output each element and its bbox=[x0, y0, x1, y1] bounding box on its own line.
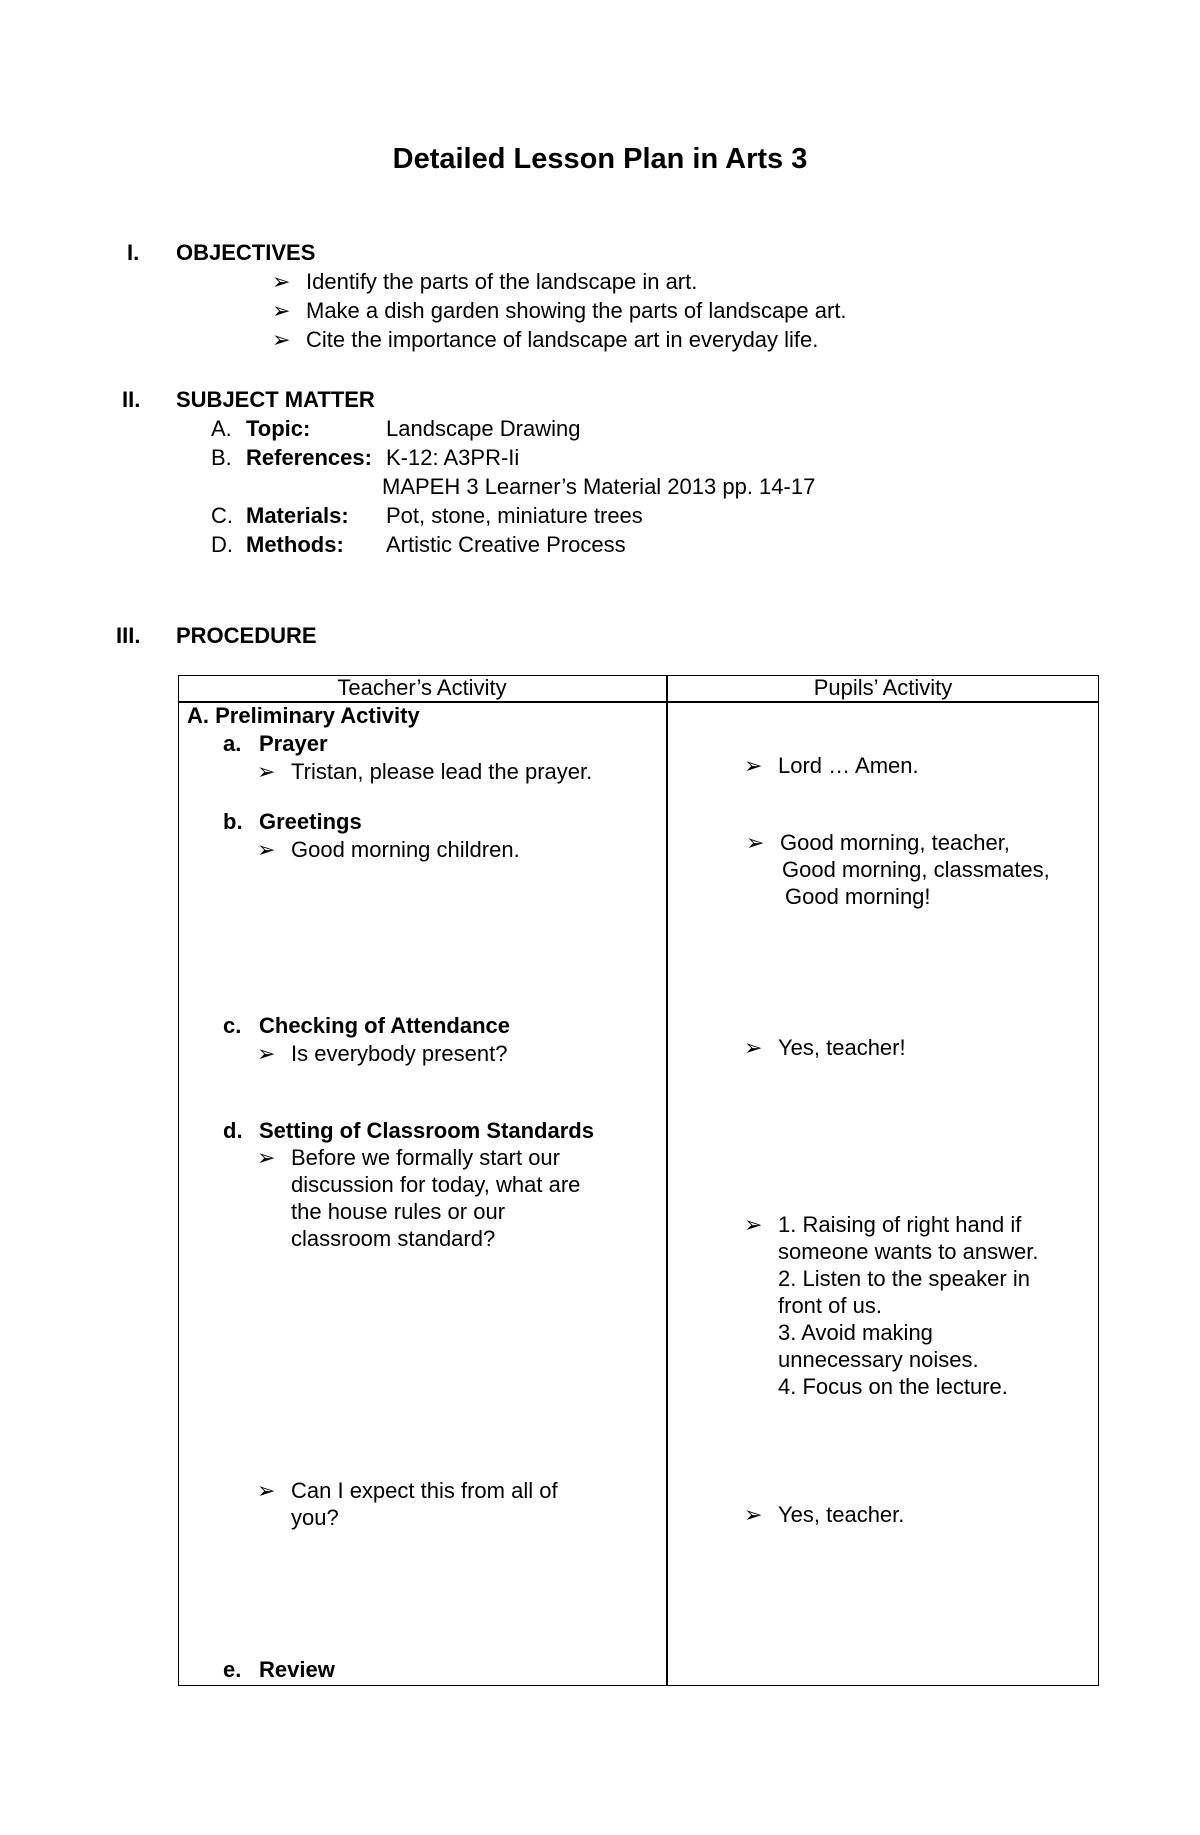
step-letter: c. bbox=[223, 1013, 242, 1038]
subject-value: K-12: A3PR-Ii bbox=[386, 445, 520, 470]
pupil-standards-line: ➢ 1. Raising of right hand if bbox=[744, 1212, 1022, 1237]
subject-value: Pot, stone, miniature trees bbox=[386, 503, 643, 528]
objective-item bbox=[272, 269, 697, 295]
step-title-standards: Setting of Classroom Standards bbox=[259, 1118, 594, 1143]
teacher-expect-line: ➢ Can I expect this from all of bbox=[257, 1478, 558, 1503]
teacher-standards-line: ➢ Before we formally start our bbox=[257, 1145, 560, 1170]
subject-matter-numeral: II. bbox=[122, 387, 141, 412]
step-title-greetings: Greetings bbox=[259, 809, 362, 834]
pupil-standards-cont: 2. Listen to the speaker in bbox=[778, 1266, 1030, 1291]
table-column-divider bbox=[666, 675, 668, 1686]
arrow-bullet-icon: ➢ bbox=[744, 1035, 763, 1060]
objective-item bbox=[272, 298, 847, 324]
subject-letter: A. bbox=[211, 416, 232, 441]
pupil-greetings-cont: Good morning, classmates, bbox=[782, 857, 1050, 882]
objectives-heading: OBJECTIVES bbox=[176, 240, 316, 265]
subject-value: Artistic Creative Process bbox=[386, 532, 626, 557]
step-title-attendance: Checking of Attendance bbox=[259, 1013, 510, 1038]
pupil-prayer-line: ➢ Lord … Amen. bbox=[744, 753, 919, 778]
teacher-prayer-line: ➢ Tristan, please lead the prayer. bbox=[257, 759, 593, 784]
subject-value: Landscape Drawing bbox=[386, 416, 581, 441]
objective-text: Cite the importance of landscape art in everyday life. bbox=[306, 327, 819, 352]
pupil-greetings-line: ➢ Good morning, teacher, bbox=[746, 830, 1010, 855]
step-letter: a. bbox=[223, 731, 242, 756]
objectives-numeral: I. bbox=[127, 240, 140, 265]
objective-item bbox=[272, 327, 818, 353]
teacher-standards-cont: classroom standard? bbox=[291, 1226, 496, 1251]
subject-matter-heading: SUBJECT MATTER bbox=[176, 387, 375, 412]
arrow-bullet-icon: ➢ bbox=[257, 1145, 276, 1170]
objective-text: Make a dish garden showing the parts of landscape art. bbox=[306, 298, 847, 323]
arrow-bullet-icon: ➢ bbox=[744, 753, 763, 778]
arrow-bullet-icon: ➢ bbox=[272, 269, 291, 294]
arrow-bullet-icon: ➢ bbox=[272, 327, 291, 352]
subject-letter: B. bbox=[211, 445, 232, 470]
pupil-standards-cont: someone wants to answer. bbox=[778, 1239, 1039, 1264]
teacher-standards-cont: discussion for today, what are bbox=[291, 1172, 581, 1197]
subject-letter: D. bbox=[211, 532, 233, 557]
procedure-numeral: III. bbox=[116, 623, 141, 648]
teacher-expect-cont: you? bbox=[291, 1505, 339, 1530]
subject-label: References: bbox=[246, 445, 372, 470]
subject-label: Materials: bbox=[246, 503, 349, 528]
subject-label: Methods: bbox=[246, 532, 344, 557]
pupil-expect-line: ➢ Yes, teacher. bbox=[744, 1502, 905, 1527]
pupil-standards-cont: unnecessary noises. bbox=[778, 1347, 979, 1372]
teacher-attendance-line: ➢ Is everybody present? bbox=[257, 1041, 508, 1066]
arrow-bullet-icon: ➢ bbox=[257, 1041, 276, 1066]
column-header-pupils: Pupils’ Activity bbox=[813, 675, 953, 700]
arrow-bullet-icon: ➢ bbox=[744, 1502, 763, 1527]
pupil-standards-cont: 4. Focus on the lecture. bbox=[778, 1374, 1008, 1399]
subject-label: Topic: bbox=[246, 416, 311, 441]
procedure-heading: PROCEDURE bbox=[176, 623, 317, 648]
arrow-bullet-icon: ➢ bbox=[257, 1478, 276, 1503]
step-letter: b. bbox=[223, 809, 243, 834]
step-letter: d. bbox=[223, 1118, 243, 1143]
pupil-standards-cont: 3. Avoid making bbox=[778, 1320, 933, 1345]
arrow-bullet-icon: ➢ bbox=[746, 830, 765, 855]
section-preliminary-activity: A. Preliminary Activity bbox=[187, 703, 420, 728]
teacher-standards-cont: the house rules or our bbox=[291, 1199, 506, 1224]
step-title-prayer: Prayer bbox=[259, 731, 328, 756]
pupil-standards-cont: front of us. bbox=[778, 1293, 882, 1318]
arrow-bullet-icon: ➢ bbox=[744, 1212, 763, 1237]
step-title-review: Review bbox=[259, 1657, 335, 1682]
arrow-bullet-icon: ➢ bbox=[257, 759, 276, 784]
objective-text: Identify the parts of the landscape in art. bbox=[306, 269, 698, 294]
step-letter: e. bbox=[223, 1657, 242, 1682]
arrow-bullet-icon: ➢ bbox=[257, 837, 276, 862]
subject-letter: C. bbox=[211, 503, 233, 528]
arrow-bullet-icon: ➢ bbox=[272, 298, 291, 323]
pupil-attendance-line: ➢ Yes, teacher! bbox=[744, 1035, 906, 1060]
pupil-greetings-cont: Good morning! bbox=[785, 884, 931, 909]
subject-value-cont: MAPEH 3 Learner’s Material 2013 pp. 14-17 bbox=[382, 474, 816, 499]
page-title: Detailed Lesson Plan in Arts 3 bbox=[392, 143, 808, 175]
teacher-greetings-line: ➢ Good morning children. bbox=[257, 837, 520, 862]
column-header-teacher: Teacher’s Activity bbox=[337, 675, 507, 700]
